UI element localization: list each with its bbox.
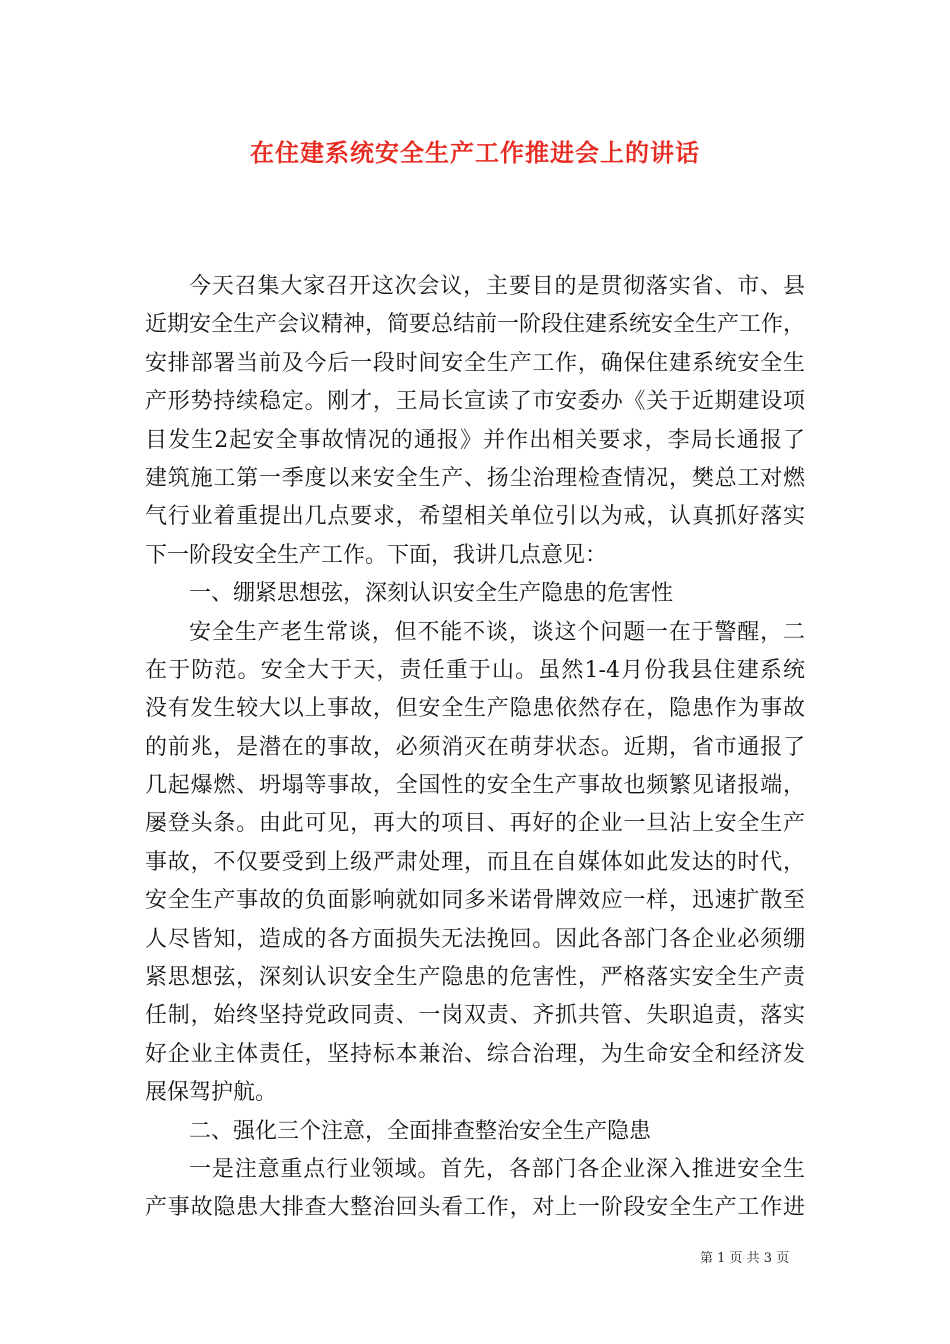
paragraph-line: 屡登头条。由此可见，再大的项目、再好的企业一旦沾上安全生产 [145,811,805,837]
paragraph-line: 目发生2起安全事故情况的通报》并作出相关要求，李局长通报了 [145,427,805,453]
paragraph-line: 展保驾护航。 [145,1080,278,1106]
paragraph-line: 紧思想弦，深刻认识安全生产隐患的危害性，严格落实安全生产责 [145,965,805,991]
paragraph-line: 下一阶段安全生产工作。下面，我讲几点意见： [145,542,608,568]
paragraph-line: 事故，不仅要受到上级严肃处理，而且在自媒体如此发达的时代， [145,849,805,875]
paragraph-line: 几起爆燃、坍塌等事故，全国性的安全生产事故也频繁见诸报端， [145,773,805,799]
document-title: 在住建系统安全生产工作推进会上的讲话 [250,138,700,167]
paragraph-line: 今天召集大家召开这次会议，主要目的是贯彻落实省、市、县 [189,274,805,299]
section-heading: 一、绷紧思想弦，深刻认识安全生产隐患的危害性 [189,581,674,607]
section-heading: 二、强化三个注意，全面排查整治安全生产隐患 [189,1118,652,1144]
paragraph-line: 安排部署当前及今后一段时间安全生产工作，确保住建系统安全生 [145,350,805,376]
paragraph-line: 没有发生较大以上事故，但安全生产隐患依然存在，隐患作为事故 [145,696,805,722]
paragraph-line: 一是注意重点行业领域。首先，各部门各企业深入推进安全生 [189,1156,805,1182]
paragraph-line: 在于防范。安全大于天，责任重于山。虽然1-4月份我县住建系统 [145,657,805,683]
page-number: 第 1 页 共 3 页 [700,1251,790,1266]
paragraph-line: 气行业着重提出几点要求，希望相关单位引以为戒，认真抓好落实 [145,504,805,530]
paragraph-line: 安全生产老生常谈，但不能不谈，谈这个问题一在于警醒，二 [189,619,805,645]
paragraph-line: 安全生产事故的负面影响就如同多米诺骨牌效应一样，迅速扩散至 [145,888,805,914]
paragraph-line: 人尽皆知，造成的各方面损失无法挽回。因此各部门各企业必须绷 [145,926,805,952]
paragraph-line: 任制，始终坚持党政同责、一岗双责、齐抓共管、失职追责，落实 [145,1003,805,1029]
paragraph-line: 产事故隐患大排查大整治回头看工作，对上一阶段安全生产工作进 [145,1195,805,1221]
paragraph-line: 的前兆，是潜在的事故，必须消灭在萌芽状态。近期，省市通报了 [145,734,805,760]
paragraph-line: 好企业主体责任，坚持标本兼治、综合治理，为生命安全和经济发 [145,1041,805,1067]
paragraph-line: 近期安全生产会议精神，简要总结前一阶段住建系统安全生产工作， [145,312,805,338]
document-body [145,268,805,1228]
paragraph-line: 产形势持续稳定。刚才，王局长宣读了市安委办《关于近期建设项 [145,389,805,415]
paragraph-line: 建筑施工第一季度以来安全生产、扬尘治理检查情况，樊总工对燃 [145,465,805,491]
